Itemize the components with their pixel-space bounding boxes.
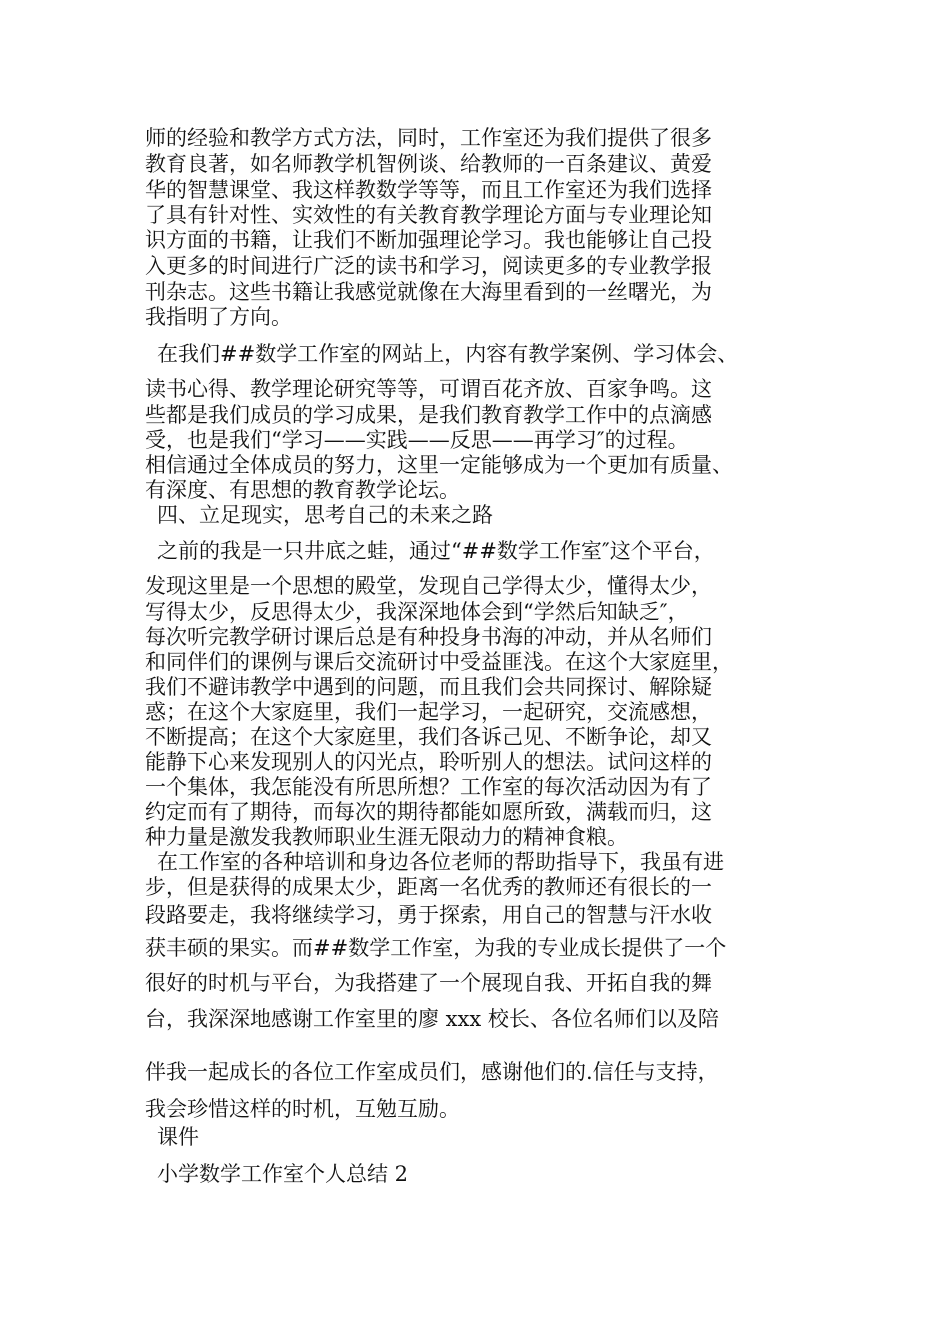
text-line: 每次听完教学研讨课后总是有种投身书海的冲动，并从名师们	[145, 625, 712, 649]
text-line: 一个集体，我怎能没有所思所想？工作室的每次活动因为有了	[145, 775, 712, 799]
text-line: 伴我一起成长的各位工作室成员们，感谢他们的.信任与支持，	[145, 1060, 719, 1084]
text-line: 种力量是激发我教师职业生涯无限动力的精神食粮。	[145, 825, 628, 849]
text-line: 有深度、有思想的教育教学论坛。	[145, 478, 460, 502]
attachment-label: 课件	[157, 1125, 199, 1149]
paragraph-first-line: 之前的我是一只井底之蛙，通过“##数学工作室″这个平台，	[157, 539, 715, 563]
text-line: 受，也是我们“学习——实践——反思——再学习″的过程。	[145, 428, 689, 452]
paragraph-first-line: 在工作室的各种培训和身边各位老师的帮助指导下，我虽有进	[157, 850, 724, 874]
text-line: 我会珍惜这样的时机，互勉互励。	[145, 1097, 460, 1121]
text-line: 约定而有了期待，而每次的期待都能如愿所致，满载而归，这	[145, 800, 712, 824]
text-line: 和同伴们的课例与课后交流研讨中受益匪浅。在这个大家庭里，	[145, 650, 733, 674]
text-line: 惑；在这个大家庭里，我们一起学习，一起研究，交流感想，	[145, 700, 712, 724]
text-line: 很好的时机与平台，为我搭建了一个展现自我、开拓自我的舞	[145, 971, 712, 995]
text-line: 读书心得、教学理论研究等等，可谓百花齐放、百家争鸣。这	[145, 377, 712, 401]
paragraph-first-line: 在我们##数学工作室的网站上，内容有教学案例、学习体会、	[157, 342, 739, 366]
text-line: 华的智慧课堂、我这样教数学等等，而且工作室还为我们选择	[145, 178, 712, 202]
text-line: 台，我深深地感谢工作室里的廖 xxx 校长、各位名师们以及陪	[145, 1007, 719, 1031]
text-line: 能静下心来发现别人的闪光点，聆听别人的想法。试问这样的	[145, 750, 712, 774]
text-line: 发现这里是一个思想的殿堂，发现自己学得太少，懂得太少，	[145, 574, 712, 598]
text-line: 了具有针对性、实效性的有关教育教学理论方面与专业理论知	[145, 203, 712, 227]
text-line: 我们不避讳教学中遇到的问题，而且我们会共同探讨、解除疑	[145, 675, 712, 699]
text-line: 入更多的时间进行广泛的读书和学习，阅读更多的专业教学报	[145, 254, 712, 278]
text-line: 识方面的书籍，让我们不断加强理论学习。我也能够让自己投	[145, 228, 712, 252]
text-line: 刊杂志。这些书籍让我感觉就像在大海里看到的一丝曙光，为	[145, 280, 712, 304]
text-line: 教育良著，如名师教学机智例谈、给教师的一百条建议、黄爱	[145, 152, 712, 176]
text-line: 相信通过全体成员的努力，这里一定能够成为一个更加有质量、	[145, 453, 733, 477]
text-line: 获丰硕的果实。而##数学工作室，为我的专业成长提供了一个	[145, 936, 727, 960]
text-line: 我指明了方向。	[145, 305, 292, 329]
section-heading: 四、立足现实，思考自己的未来之路	[157, 503, 493, 527]
text-line: 步，但是获得的成果太少，距离一名优秀的教师还有很长的一	[145, 875, 712, 899]
text-line: 些都是我们成员的学习成果，是我们教育教学工作中的点滴感	[145, 403, 712, 427]
text-line: 师的经验和教学方式方法，同时，工作室还为我们提供了很多	[145, 126, 712, 150]
next-title: 小学数学工作室个人总结 2	[157, 1162, 409, 1186]
text-line: 不断提高；在这个大家庭里，我们各诉己见、不断争论，却又	[145, 725, 712, 749]
text-line: 段路要走，我将继续学习，勇于探索，用自己的智慧与汗水收	[145, 903, 712, 927]
text-line: 写得太少，反思得太少，我深深地体会到“学然后知缺乏″，	[145, 600, 689, 624]
